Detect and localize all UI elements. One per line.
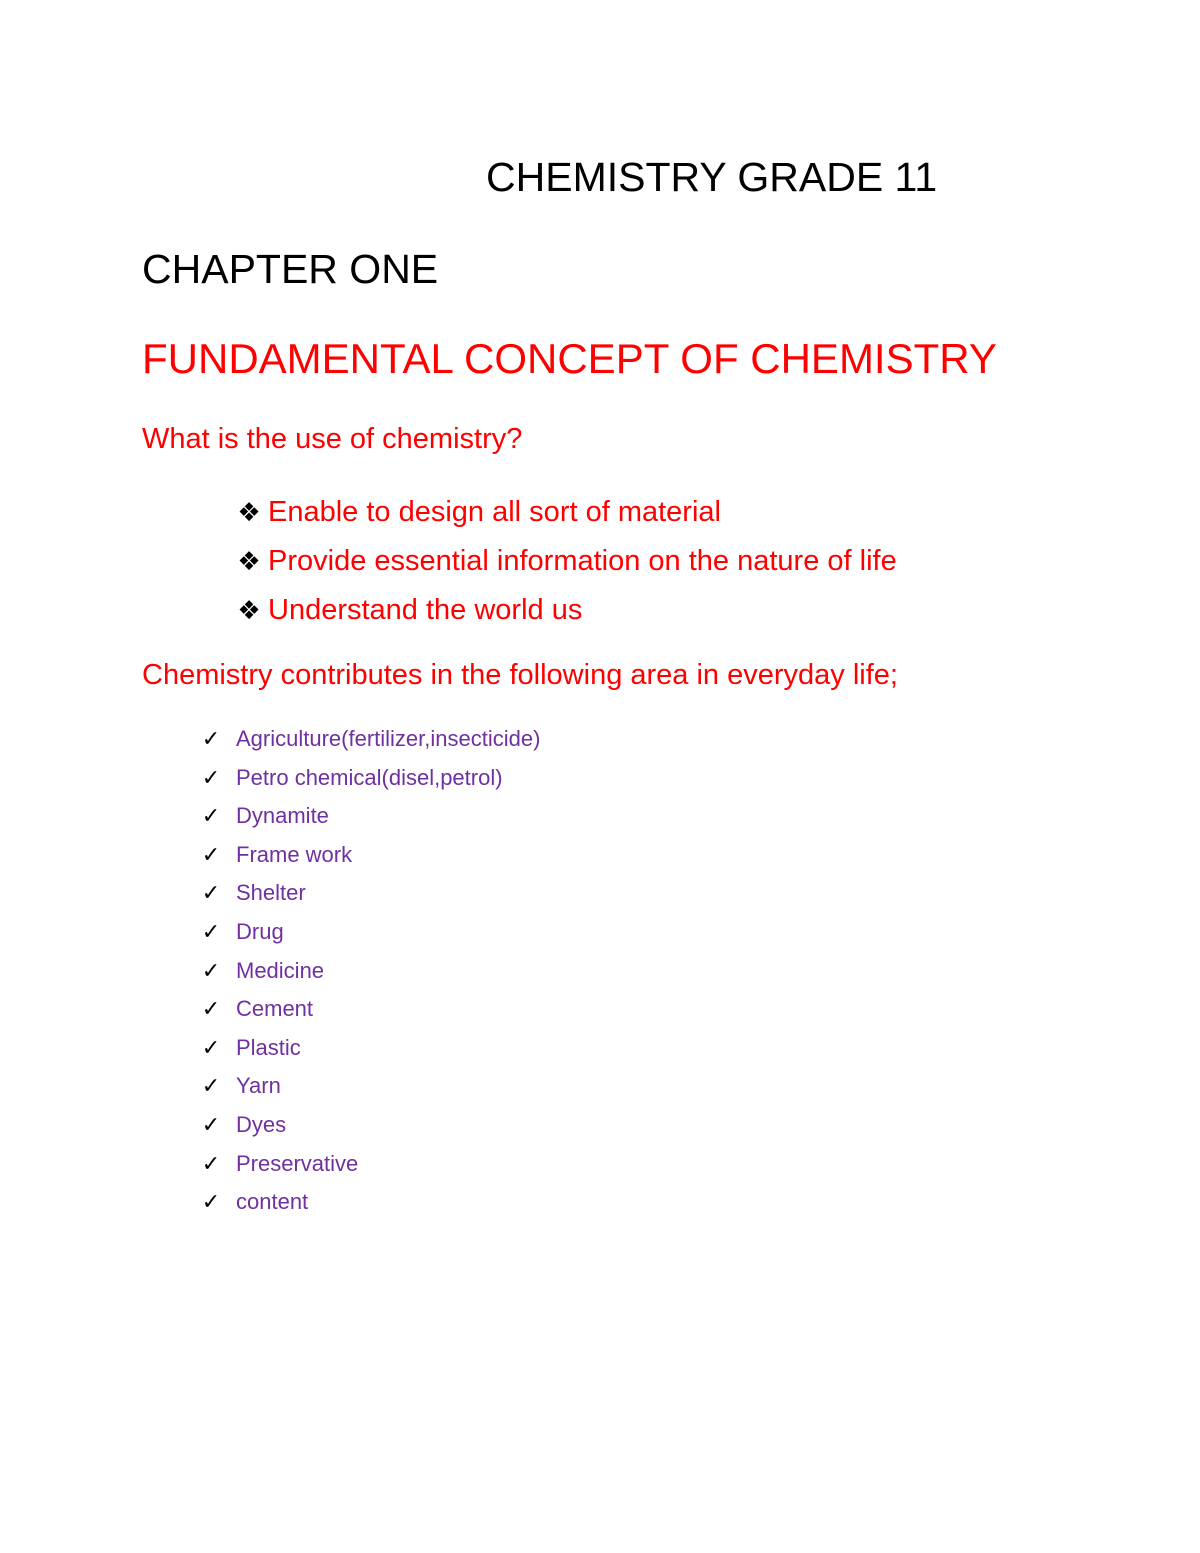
diamond-bullet-icon: ❖ — [237, 595, 261, 625]
list-item-text: Agriculture(fertilizer,insecticide) — [236, 726, 541, 751]
checkmark-icon: ✓ — [201, 880, 221, 906]
chapter-label: CHAPTER ONE — [142, 246, 439, 292]
list-item — [200, 990, 540, 1029]
list-item — [200, 1067, 540, 1106]
checkmark-icon: ✓ — [201, 803, 221, 829]
question-text: What is the use of chemistry? — [142, 423, 523, 455]
list-item-text: Cement — [236, 996, 314, 1022]
areas-list — [200, 720, 540, 1222]
contributions-intro: Chemistry contributes in the following area in everyday life; — [142, 659, 898, 691]
list-item-text: Plastic — [236, 1034, 301, 1060]
checkmark-icon: ✓ — [201, 1073, 221, 1099]
list-item — [200, 1029, 540, 1068]
diamond-bullet-icon: ❖ — [237, 497, 261, 527]
list-item — [200, 1145, 540, 1184]
document-title: CHEMISTRY GRADE 11 — [486, 154, 938, 200]
list-item — [200, 836, 540, 875]
checkmark-icon: ✓ — [201, 1189, 221, 1215]
list-item — [236, 488, 897, 537]
list-item-text: Shelter — [236, 880, 306, 906]
list-item — [200, 952, 540, 991]
checkmark-icon: ✓ — [201, 1111, 221, 1137]
list-item — [200, 1183, 540, 1222]
checkmark-icon: ✓ — [201, 957, 221, 983]
list-item-text: Understand the world us — [268, 594, 583, 626]
list-item — [200, 759, 540, 798]
checkmark-icon: ✓ — [201, 764, 221, 790]
checkmark-icon: ✓ — [201, 996, 221, 1022]
list-item — [236, 537, 897, 586]
section-heading: FUNDAMENTAL CONCEPT OF CHEMISTRY — [142, 335, 997, 382]
list-item — [200, 913, 540, 952]
list-item-text: Dynamite — [236, 803, 329, 829]
list-item-text: Provide essential information on the nature of life — [268, 545, 897, 577]
list-item-text: Preservative — [236, 1150, 359, 1176]
list-item-text: Yarn — [236, 1073, 281, 1099]
list-item — [236, 586, 897, 635]
list-item — [200, 1106, 540, 1145]
checkmark-icon: ✓ — [201, 1034, 221, 1060]
list-item-text: Medicine — [236, 957, 325, 983]
uses-list — [236, 488, 897, 635]
list-item-text: Frame work — [236, 841, 353, 867]
diamond-bullet-icon: ❖ — [237, 546, 261, 576]
checkmark-icon: ✓ — [201, 918, 221, 944]
checkmark-icon: ✓ — [201, 1150, 221, 1176]
list-item-text: Drug — [236, 918, 284, 944]
checkmark-icon: ✓ — [201, 726, 221, 751]
list-item — [200, 797, 540, 836]
list-item-text: Enable to design all sort of material — [268, 496, 721, 528]
list-item — [200, 720, 540, 759]
checkmark-icon: ✓ — [201, 841, 221, 867]
list-item-text: content — [236, 1189, 309, 1215]
list-item-text: Dyes — [236, 1111, 287, 1137]
list-item — [200, 874, 540, 913]
list-item-text: Petro chemical(disel,petrol) — [236, 764, 503, 790]
